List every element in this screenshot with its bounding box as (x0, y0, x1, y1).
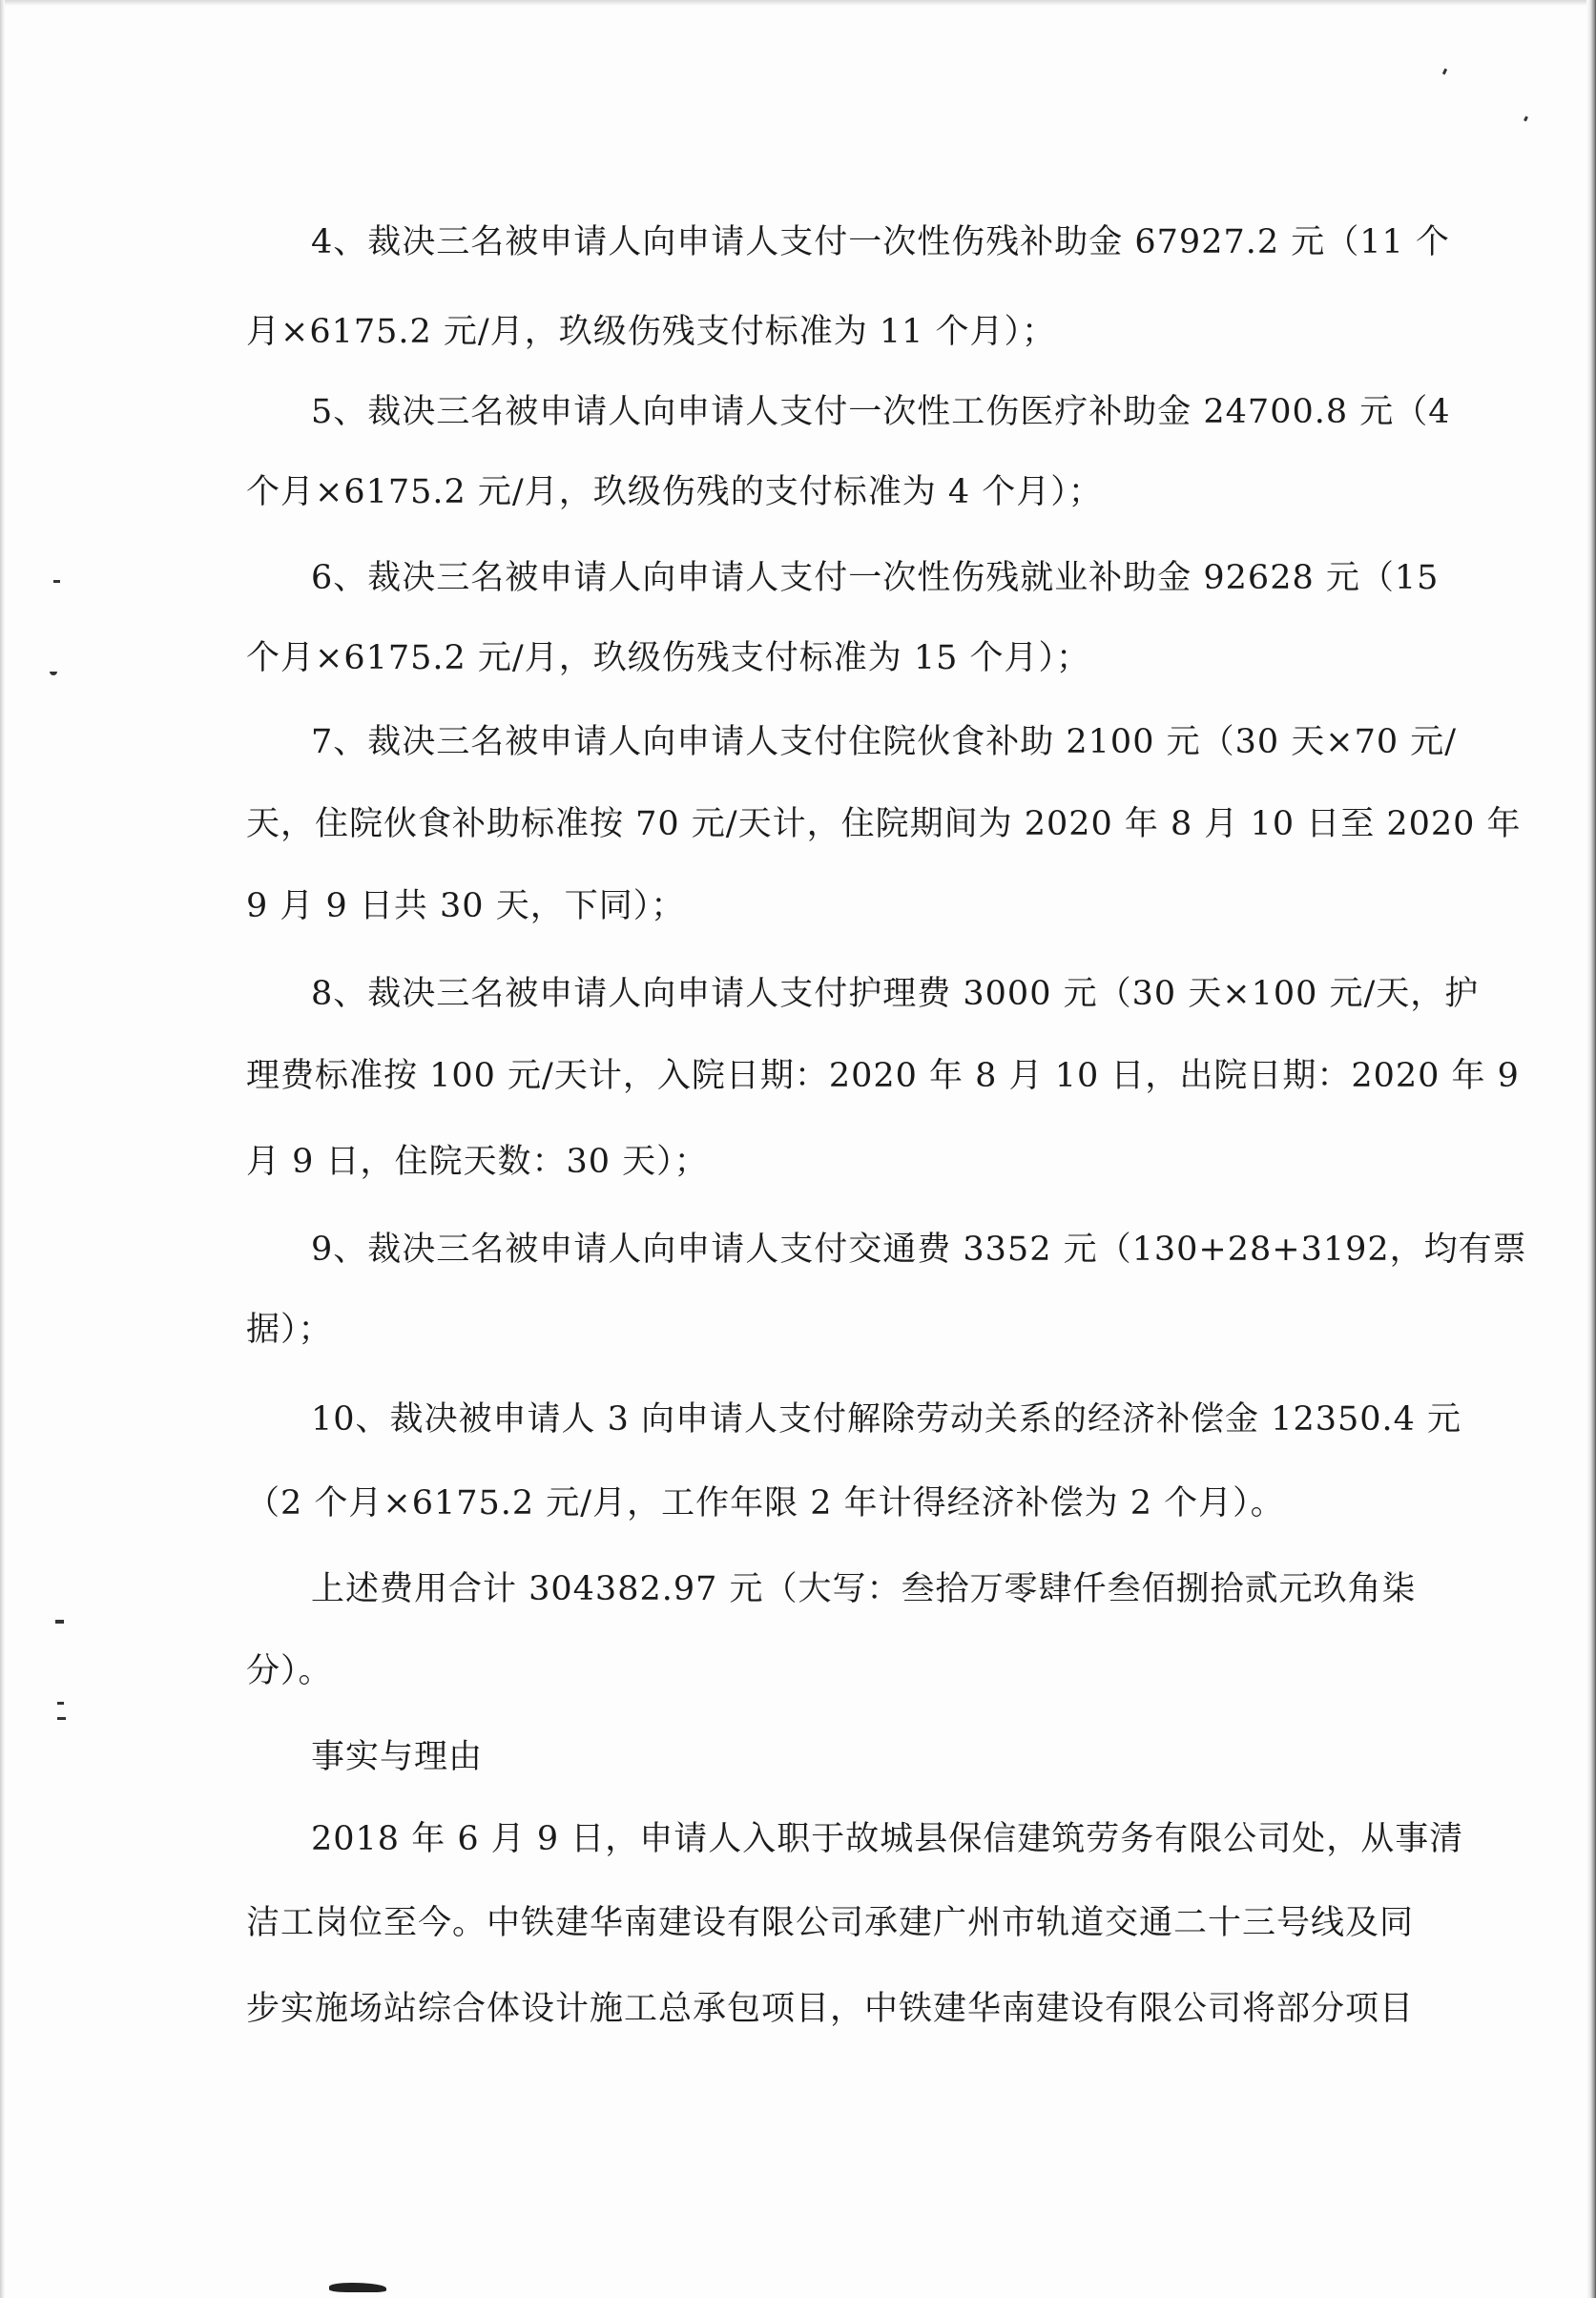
scan-edge-right (1586, 0, 1596, 2298)
binding-mark (50, 672, 57, 675)
binding-mark (57, 1717, 66, 1720)
scan-edge-left (0, 0, 5, 2298)
paragraph-line: 据）； (246, 1311, 333, 1349)
scan-speck (1523, 116, 1528, 122)
scan-edge-top (0, 0, 1596, 6)
paragraph-line: 步实施场站综合体设计施工总承包项目，中铁建华南建设有限公司将部分项目 (246, 1990, 1415, 2028)
paragraph-line: 理费标准按 100 元/天计，入院日期：2020 年 8 月 10 日，出院日期：2020 年 9 (246, 1057, 1520, 1095)
paragraph-line: 4、裁决三名被申请人向申请人支付一次性伤残补助金 67927.2 元（11 个 (311, 223, 1450, 261)
paragraph-line: 6、裁决三名被申请人向申请人支付一次性伤残就业补助金 92628 元（15 (311, 559, 1440, 597)
paragraph-line: 7、裁决三名被申请人向申请人支付住院伙食补助 2100 元（30 天×70 元/ (311, 723, 1458, 761)
paragraph-line: 5、裁决三名被申请人向申请人支付一次性工伤医疗补助金 24700.8 元（4 (311, 393, 1451, 431)
paragraph-line: 月×6175.2 元/月，玖级伤残支付标准为 11 个月）； (246, 313, 1056, 351)
paragraph-line: 10、裁决被申请人 3 向申请人支付解除劳动关系的经济补偿金 12350.4 元 (311, 1400, 1462, 1439)
paragraph-line: 2018 年 6 月 9 日，申请人入职于故城县保信建筑劳务有限公司处，从事清 (311, 1820, 1464, 1858)
paragraph-line: 天，住院伙食补助标准按 70 元/天计，住院期间为 2020 年 8 月 10 日至 2020 年 (246, 805, 1522, 843)
binding-mark (57, 1702, 64, 1705)
paragraph-line: 8、裁决三名被申请人向申请人支付护理费 3000 元（30 天×100 元/天，护 (311, 975, 1480, 1013)
paragraph-line: 个月×6175.2 元/月，玖级伤残支付标准为 15 个月）； (246, 639, 1090, 677)
paragraph-line: 个月×6175.2 元/月，玖级伤残的支付标准为 4 个月）； (246, 473, 1103, 511)
scan-speck (1442, 69, 1447, 75)
paragraph-line: 分）。 (246, 1652, 333, 1690)
binding-mark (55, 1620, 64, 1624)
paragraph-line: 月 9 日，住院天数：30 天）； (246, 1143, 709, 1181)
paragraph-line: 9、裁决三名被申请人向申请人支付交通费 3352 元（130+28+3192，均有票 (311, 1231, 1527, 1269)
section-heading: 事实与理由 (311, 1738, 484, 1776)
paragraph-line: 9 月 9 日共 30 天，下同）； (246, 887, 686, 925)
paragraph-line: 洁工岗位至今。中铁建华南建设有限公司承建广州市轨道交通二十三号线及同 (246, 1904, 1415, 1942)
binding-mark (53, 580, 60, 583)
scan-smudge (329, 2283, 386, 2292)
paragraph-line: （2 个月×6175.2 元/月，工作年限 2 年计得经济补偿为 2 个月）。 (246, 1484, 1285, 1522)
paragraph-line: 上述费用合计 304382.97 元（大写：叁拾万零肆仟叁佰捌拾贰元玖角柒 (311, 1570, 1417, 1608)
